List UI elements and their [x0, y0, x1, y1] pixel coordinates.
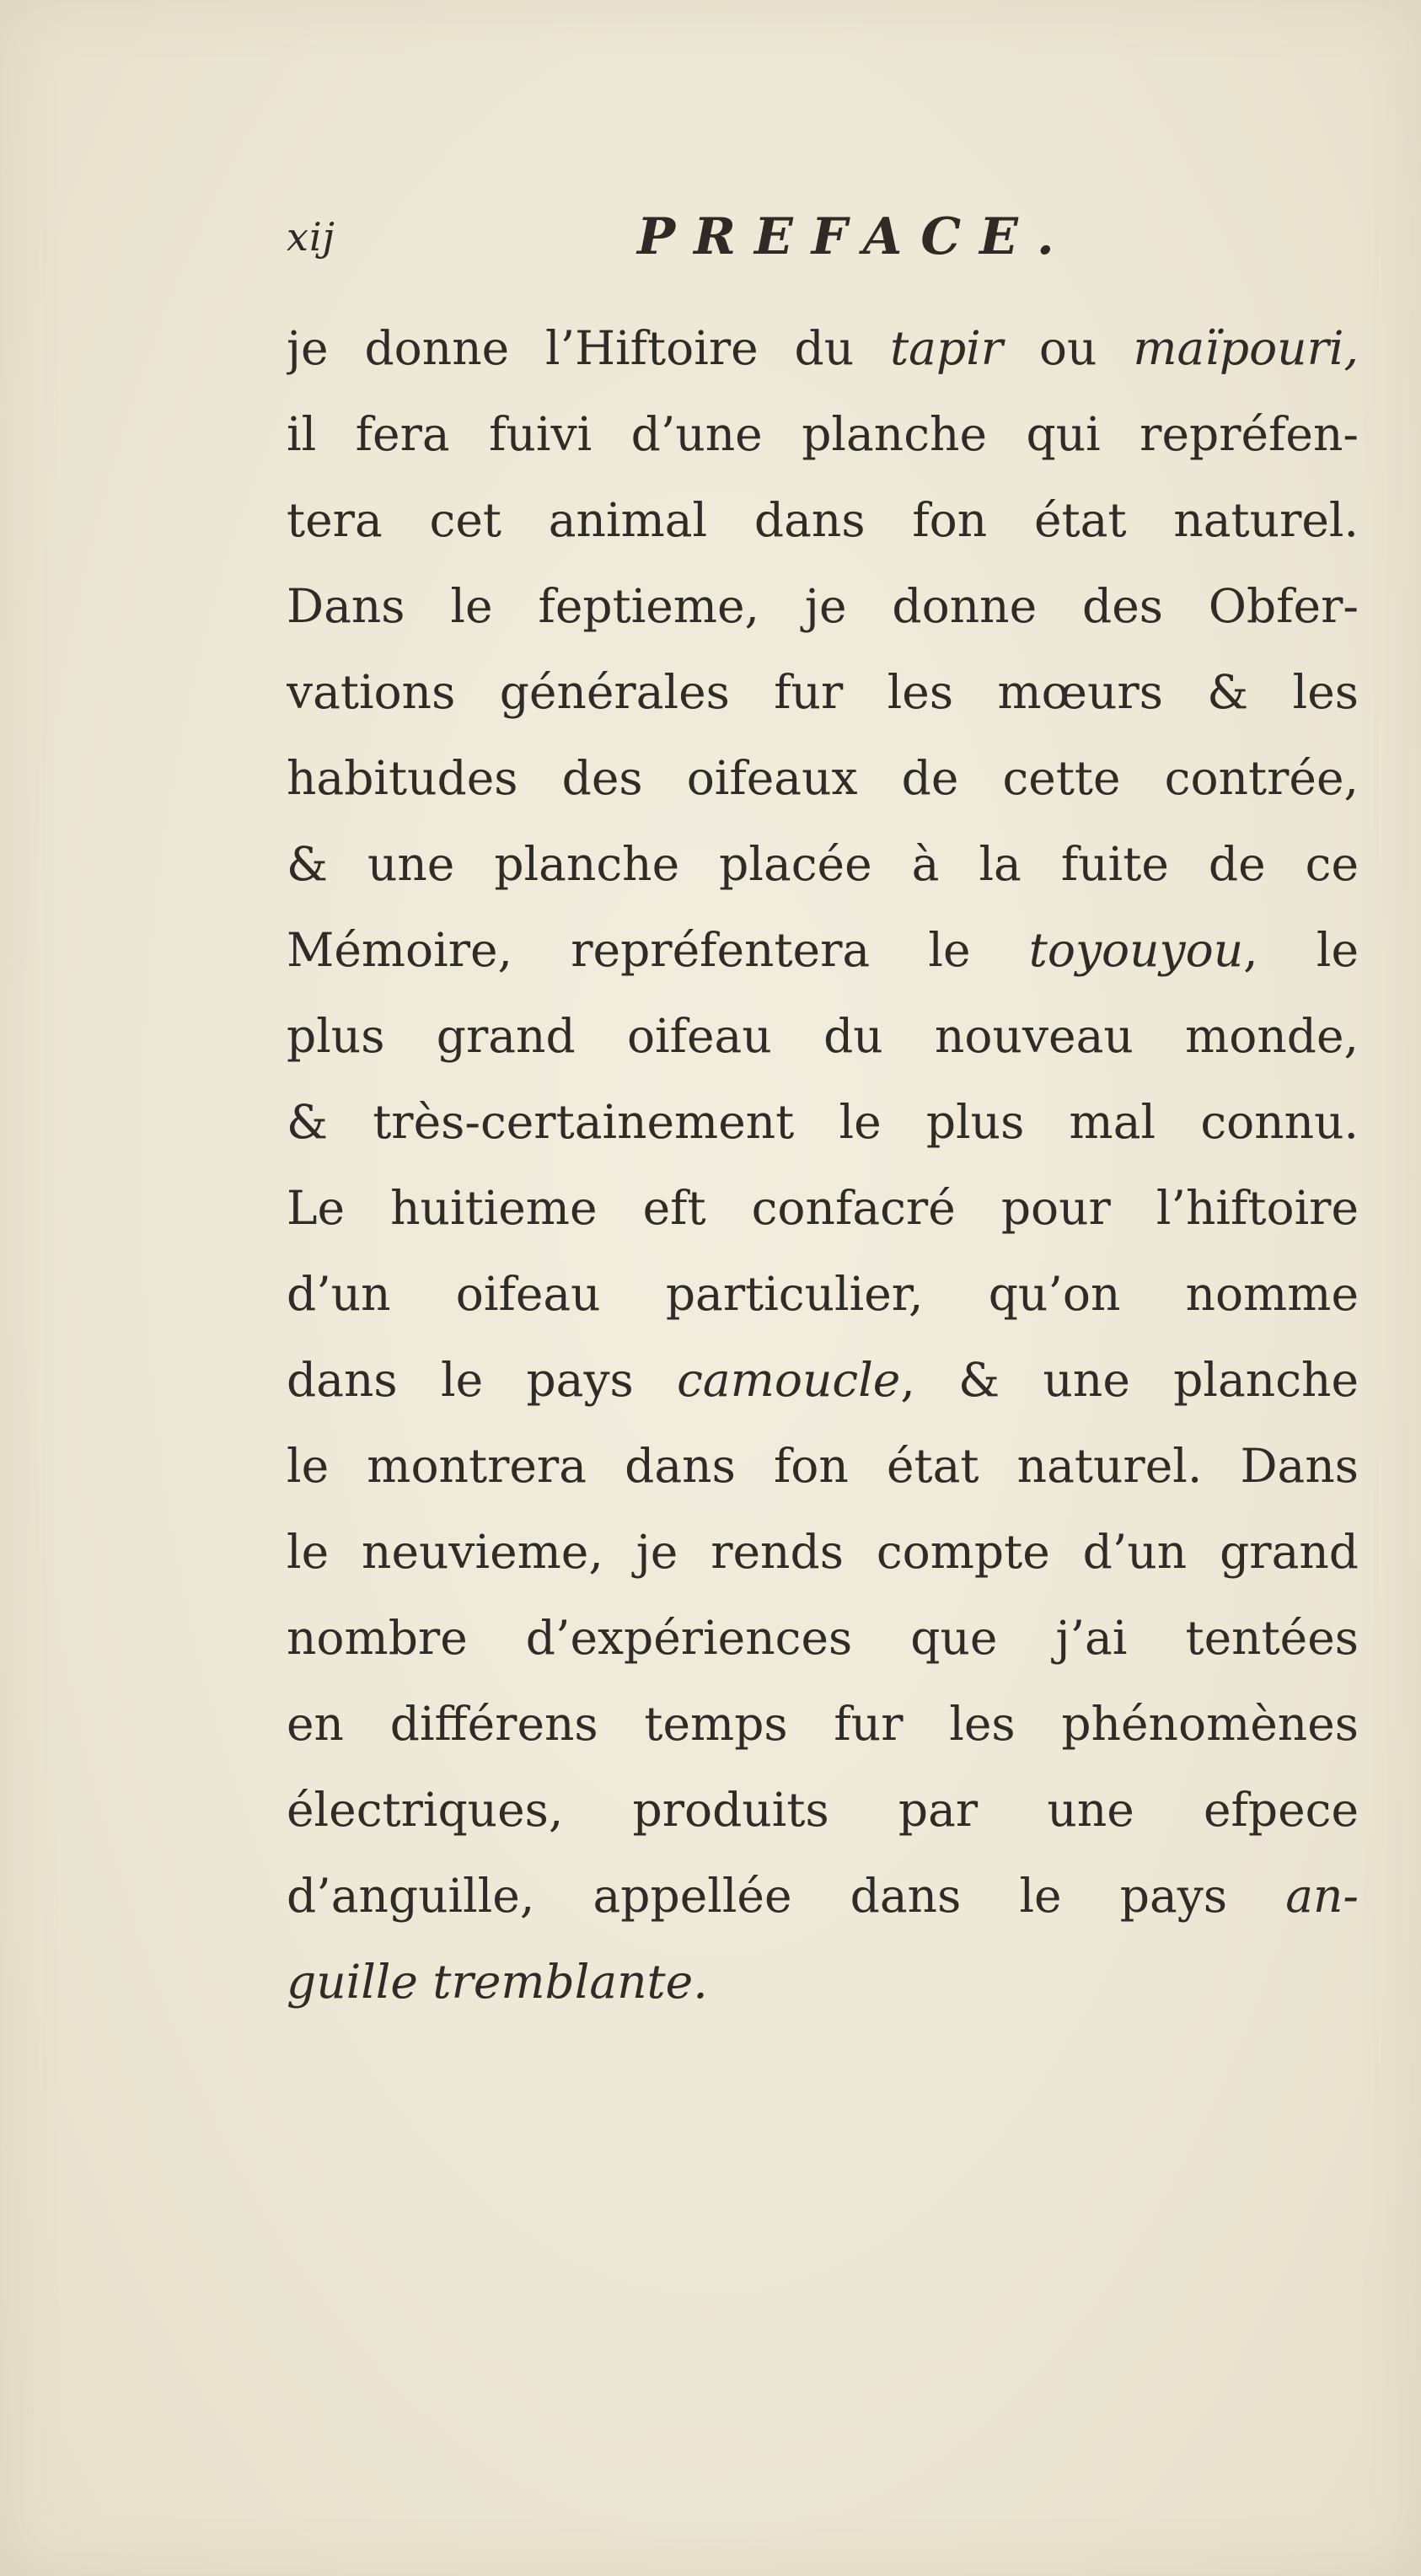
- text-run: d’anguille, appellée dans le pays: [287, 1869, 1286, 1923]
- text-line: [287, 1595, 1359, 1681]
- italic-term: an-: [1285, 1869, 1359, 1923]
- text-run: le neuvieme, je rends compte d’un grand: [287, 1525, 1359, 1579]
- italic-term: toyouyou: [1028, 923, 1244, 977]
- text-run: dans le pays: [287, 1353, 678, 1407]
- text-line: [287, 1939, 1359, 2025]
- italic-term: maïpouri,: [1133, 321, 1359, 375]
- text-run: Dans le feptieme, je donne des Obfer-: [287, 579, 1359, 633]
- text-line: [287, 1853, 1359, 1939]
- text-line: [287, 1509, 1359, 1595]
- text-run: Le huitieme eft confacré pour l’hiftoire: [287, 1181, 1359, 1235]
- text-run: , le: [1243, 923, 1359, 977]
- text-run: & une planche placée à la fuite de ce: [287, 837, 1359, 891]
- text-run: & très-certainement le plus mal connu.: [287, 1095, 1359, 1149]
- italic-term: camoucle: [677, 1353, 901, 1407]
- text-run: en différens temps fur les phénomènes: [287, 1697, 1359, 1751]
- text-run: le montrera dans fon état naturel. Dans: [287, 1439, 1359, 1493]
- page-number: xij: [287, 214, 335, 260]
- text-run: Mémoire, repréfentera le: [287, 923, 1029, 977]
- text-line: [287, 1767, 1359, 1853]
- italic-term: guille tremblante.: [287, 1955, 708, 2009]
- text-run: habitudes des oifeaux de cette contrée,: [287, 751, 1359, 805]
- text-run: ou: [1003, 321, 1134, 375]
- text-line: [287, 1079, 1359, 1165]
- text-run: nombre d’expériences que j’ai tentées: [287, 1611, 1359, 1665]
- text-run: plus grand oifeau du nouveau monde,: [287, 1009, 1359, 1063]
- italic-term: tapir: [890, 321, 1004, 375]
- text-line: [287, 305, 1359, 391]
- text-line: [287, 649, 1359, 735]
- text-line: [287, 993, 1359, 1079]
- text-line: [287, 563, 1359, 649]
- text-run: , & une planche: [900, 1353, 1359, 1407]
- text-line: [287, 735, 1359, 821]
- text-line: [287, 1165, 1359, 1251]
- running-title: PREFACE.: [637, 207, 1073, 266]
- text-line: [287, 477, 1359, 563]
- text-run: d’un oifeau particulier, qu’on nomme: [287, 1267, 1359, 1321]
- text-line: [287, 907, 1359, 993]
- text-run: électriques, produits par une efpece: [287, 1783, 1359, 1837]
- body-text: [287, 305, 1359, 2025]
- text-run: vations générales fur les mœurs & les: [287, 665, 1359, 719]
- text-line: [287, 1681, 1359, 1767]
- text-run: tera cet animal dans fon état naturel.: [287, 493, 1359, 547]
- text-line: [287, 821, 1359, 907]
- text-run: il fera fuivi d’une planche qui repréfen-: [287, 407, 1359, 461]
- running-head: [287, 207, 1129, 283]
- text-line: [287, 1337, 1359, 1423]
- text-line: [287, 391, 1359, 477]
- text-line: [287, 1423, 1359, 1509]
- text-run: je donne l’Hiftoire du: [287, 321, 891, 375]
- text-line: [287, 1251, 1359, 1337]
